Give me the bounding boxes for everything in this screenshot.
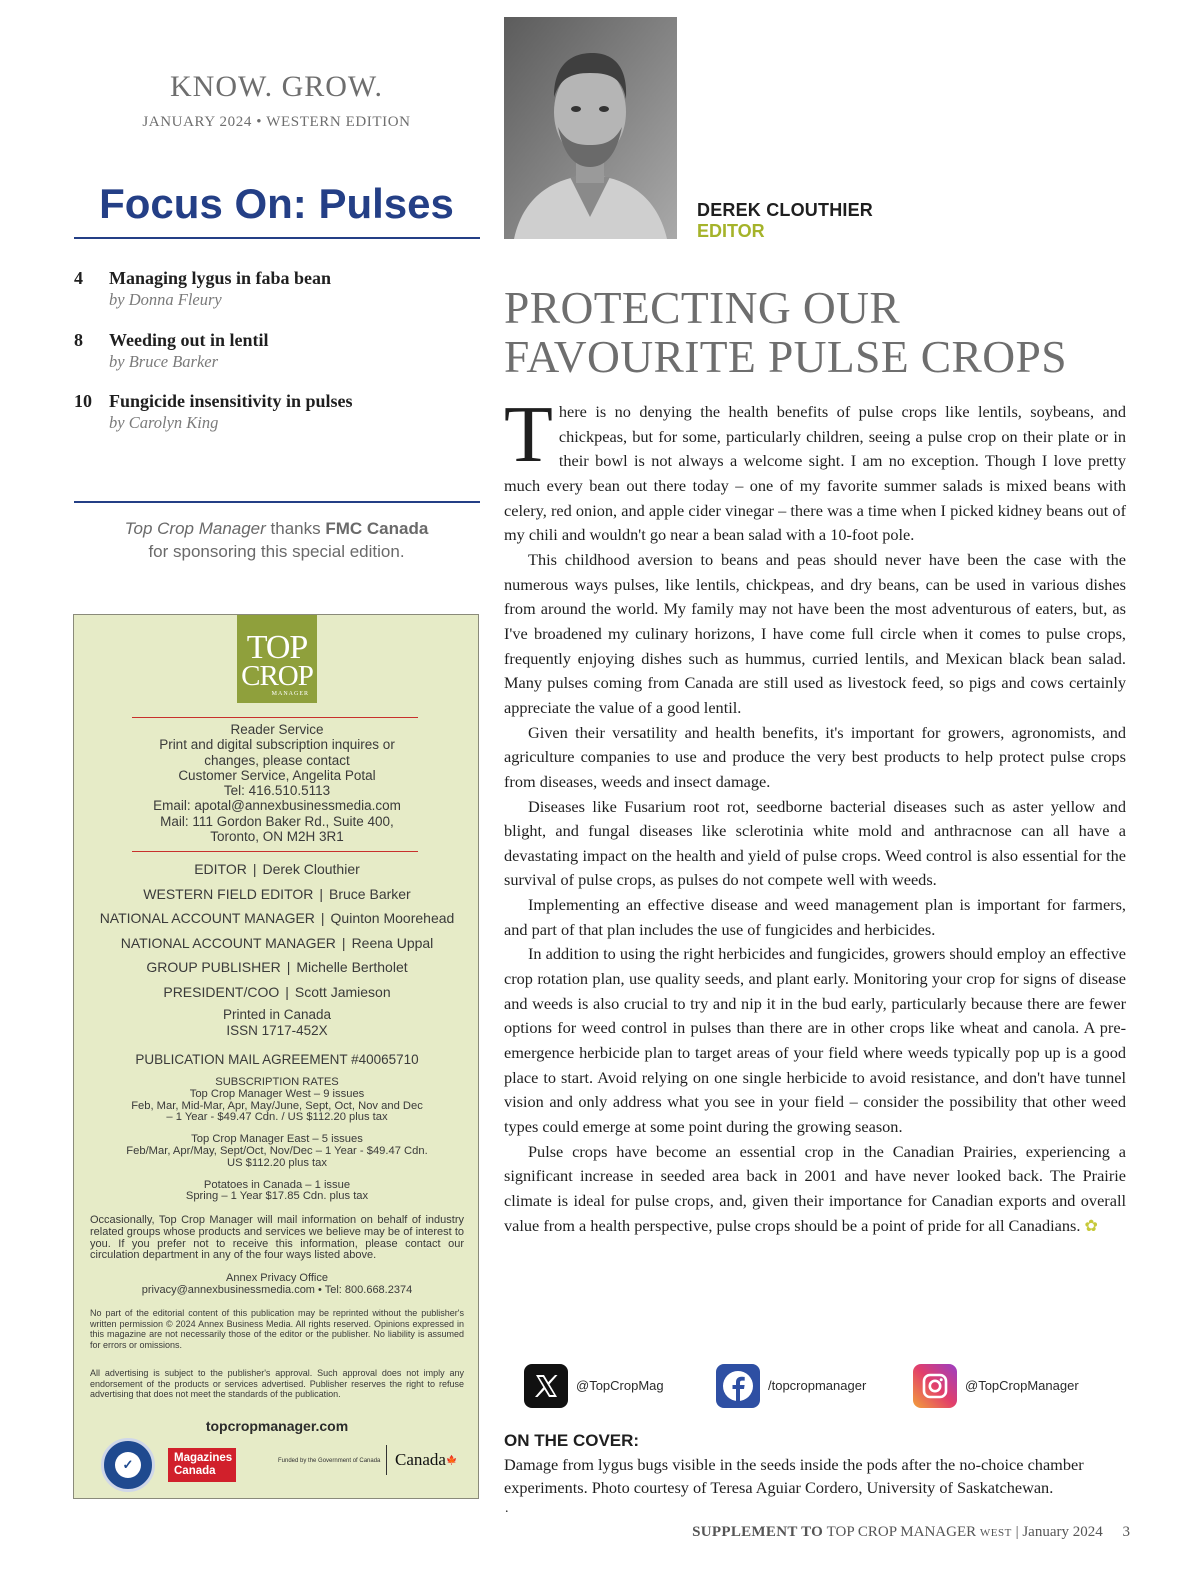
article-headline xyxy=(504,283,1144,381)
toc-article-title: Fungicide insensitivity in pulses xyxy=(109,391,353,411)
logo-line1: TOP xyxy=(246,629,308,666)
facebook-handle: /topcropmanager xyxy=(768,1378,867,1393)
subs-line: – 1 Year - $49.47 Cdn. / US $112.20 plus tax xyxy=(166,1111,388,1124)
privacy-title: Annex Privacy Office xyxy=(226,1272,328,1284)
instagram-icon xyxy=(913,1364,957,1408)
canada-flag-icon: 🍁 xyxy=(445,1455,458,1465)
table-of-contents xyxy=(74,268,479,453)
reader-service xyxy=(74,722,480,844)
staff-row: PRESIDENT/COO | Scott Jamieson xyxy=(163,983,391,1000)
sponsor-thanks xyxy=(74,517,479,563)
reader-service-line: Print and digital subscription inquires or xyxy=(159,737,395,753)
funded-by-text: Funded by the Government of Canada xyxy=(278,1458,381,1464)
reader-service-line: Customer Service, Angelita Potal xyxy=(178,767,376,783)
magazines-canada-logo xyxy=(168,1448,236,1482)
footer-sep: | xyxy=(1015,1524,1019,1540)
staff-list xyxy=(74,857,480,1005)
toc-page-number: 8 xyxy=(74,329,83,350)
editor-name: DEREK CLOUTHIER xyxy=(697,200,874,220)
toc-article-title: Managing lygus in faba bean xyxy=(109,268,332,288)
editor-photo xyxy=(504,17,677,239)
staff-name: Reena Uppal xyxy=(351,934,434,951)
copyright-notice: No part of the editorial content of this publication may be reprinted without the publisher's written permission © 2024 Annex Business Media. All rights reserved. Opinions expressed in this magazine are not necessarily those of the editor or the publisher. No liability is assumed for errors or omissions. xyxy=(90,1308,464,1350)
toc-article-title: Weeding out in lentil xyxy=(109,329,269,350)
mag-canada-line1: Magazines xyxy=(174,1452,233,1464)
thanks-mid: thanks xyxy=(265,519,326,538)
staff-role: WESTERN FIELD EDITOR xyxy=(143,885,314,902)
editor-role: EDITOR xyxy=(697,221,765,241)
headline-line1: PROTECTING OUR xyxy=(504,282,901,333)
staff-name: Scott Jamieson xyxy=(294,983,391,1000)
top-crop-logo xyxy=(237,615,317,703)
subs-line: Spring – 1 Year $17.85 Cdn. plus tax xyxy=(185,1190,369,1203)
facebook-icon xyxy=(716,1364,760,1408)
staff-name: Derek Clouthier xyxy=(262,861,360,877)
masthead-box xyxy=(73,614,479,1499)
toc-item[interactable] xyxy=(74,268,479,330)
staff-row: EDITOR | Derek Clouthier xyxy=(194,861,360,877)
logo-line2: CROP xyxy=(241,660,313,692)
reader-service-email[interactable]: Email: apotal@annexbusinessmedia.com xyxy=(153,798,401,814)
canada-wordmark xyxy=(386,1445,457,1475)
staff-row: WESTERN FIELD EDITOR | Bruce Barker xyxy=(143,885,411,902)
article-paragraph: This childhood aversion to beans and peas should never have been the case with the numerous ways pulses, like lentils, chickpeas, and dry beans, can be used in various dishes from around the world. My family may not have been the most adventurous of eaters, but, as I've broadened my culinary horizons, I have come full circle when it comes to pulse crops, frequently enjoying dishes such as hummus, curried lentils, and Mexican black bean salad. Many pulses coming from Canada are still used as livestock feed, so pigs and cows certainly appreciate the value of a good lentil. xyxy=(504,549,1126,717)
website-link[interactable]: topcropmanager.com xyxy=(205,1418,349,1434)
privacy-office xyxy=(74,1272,480,1296)
subs-line: Top Crop Manager West – 9 issues xyxy=(189,1087,365,1100)
x-icon xyxy=(524,1364,568,1408)
subs-line: Feb/Mar, Apr/May, Sept/Oct, Nov/Dec – 1 Year - $49.47 Cdn. xyxy=(126,1144,428,1157)
privacy-contact[interactable]: privacy@annexbusinessmedia.com • Tel: 800.668.2374 xyxy=(141,1284,413,1296)
page-number: 3 xyxy=(1122,1524,1130,1540)
reader-service-address: Toronto, ON M2H 3R1 xyxy=(210,829,344,845)
staff-role: NATIONAL ACCOUNT MANAGER xyxy=(120,934,336,951)
canada-word: Canada xyxy=(395,1450,446,1469)
thanks-brand: Top Crop Manager xyxy=(124,519,266,538)
article-paragraph: Implementing an effective disease and weed management plan is important for farmers, and part of that plan includes the use of fungicides and herbicides. xyxy=(504,895,1126,939)
thanks-line2: for sponsoring this special edition. xyxy=(148,542,405,561)
staff-name: Bruce Barker xyxy=(329,885,411,902)
article-paragraph xyxy=(504,391,1126,548)
reader-service-line: changes, please contact xyxy=(204,752,350,768)
stray-dot: . xyxy=(505,1501,509,1516)
maple-leaf-icon: ✿ xyxy=(1084,1217,1098,1235)
red-divider xyxy=(132,851,418,852)
toc-item[interactable] xyxy=(74,391,479,453)
paragraph-text: Pulse crops have become an essential crop in the Canadian Prairies, experiencing a significant increase in seeded area back in 2001 and have never looked back. The Prairie climate is ideal for pulse crops, and, given their importance for Canadian exports and overall value from a health perspective, pulse crops should be a point of pride for all Canadians. xyxy=(504,1141,1126,1235)
article-paragraph xyxy=(504,1140,1126,1240)
article-paragraph: Given their versatility and health benefits, it's important for growers, agronomists, and agriculture companies to use and produce the very best products to help protect pulse crops from diseases, weeds and insect damage. xyxy=(504,722,1126,791)
focus-rule xyxy=(74,237,480,239)
masthead-date-edition: JANUARY 2024 • WESTERN EDITION xyxy=(142,114,411,130)
toc-byline: by Carolyn King xyxy=(109,413,219,432)
focus-title: Focus On: Pulses xyxy=(99,180,454,227)
staff-name: Michelle Bertholet xyxy=(296,959,408,976)
footer-region: WEST xyxy=(979,1527,1012,1539)
x-handle: @TopCropMag xyxy=(576,1378,664,1393)
advertising-notice: All advertising is subject to the publisher's approval. Such approval does not imply any endorsement of the products or services advertised. Publisher reserves the right to refuse advertising that does not meet the standards of the publication. xyxy=(90,1368,464,1400)
page-footer xyxy=(660,1524,1130,1541)
subs-line: Potatoes in Canada – 1 issue xyxy=(203,1178,351,1191)
article-body xyxy=(504,391,1126,1239)
staff-role: PRESIDENT/COO xyxy=(163,983,280,1000)
toc-page-number: 10 xyxy=(74,391,92,411)
reader-service-title: Reader Service xyxy=(230,722,324,737)
publication-mail-agreement: PUBLICATION MAIL AGREEMENT #40065710 xyxy=(135,1052,419,1067)
article-paragraph: In addition to using the right herbicides and fungicides, growers should employ an effective crop rotation plan, use quality seeds, and plant early. Monitoring your crop for signs of disease and weeds is also crucial to try and nip it in the bud early, particularly because there are fewer options for weed control in pulses than there are in other crops like wheat and canola. A pre-emergence herbicide plan to target areas of your field where weeds typically pop up is a good place to start. Avoid relying on one single herbicide to avoid resistance, and don't have tunnel vision and only address what you see in your field – consider the possibility that other weed types could emerge at some point during the growing season. xyxy=(504,944,1126,1137)
toc-item[interactable] xyxy=(74,330,479,392)
printed-info xyxy=(74,1007,480,1038)
toc-page-number: 4 xyxy=(74,268,83,288)
reader-service-address: Mail: 111 Gordon Baker Rd., Suite 400, xyxy=(160,813,394,829)
footer-date: January 2024 xyxy=(1022,1524,1103,1540)
red-divider xyxy=(132,717,418,718)
article-paragraph: Diseases like Fusarium root rot, seedborne bacterial diseases such as aster yellow and blight, and fungal diseases like sclerotinia white mold and anthracnose can all have a devastating impact on the health and yield of pulse crops. Weed control is also essential for the survival of pulse crops, as pulses do not compete well with weeds. xyxy=(504,796,1126,890)
reader-service-phone: Tel: 416.510.5113 xyxy=(223,783,331,799)
paragraph-text: here is no denying the health benefits of pulse crops like lentils, soybeans, and chickpeas, but for some, particularly children, seeing a pulse crop on their plate or in their bowl is not always a welcome sight. I am no exception. Though I love pretty much every bean out there today – one of my favorite summer salads is mixed beans with celery, red onion, and apple cider vinegar – there was a time when I picked kidney beans out of my chili and wouldn't go near a bean salad with a 10-foot pole. xyxy=(504,402,1126,545)
staff-row: NATIONAL ACCOUNT MANAGER | Reena Uppal xyxy=(120,934,434,951)
staff-role: GROUP PUBLISHER xyxy=(146,959,281,976)
toc-rule xyxy=(74,501,480,503)
staff-role: EDITOR xyxy=(194,861,247,877)
logo-line3: MANAGER xyxy=(271,691,309,697)
subs-line: Top Crop Manager East – 5 issues xyxy=(191,1133,363,1146)
staff-name: Quinton Moorehead xyxy=(330,910,455,927)
drop-cap: T xyxy=(504,391,553,479)
footer-supplement: SUPPLEMENT TO xyxy=(692,1524,824,1540)
footer-magazine: TOP CROP MANAGER xyxy=(826,1524,977,1540)
thanks-sponsor: FMC Canada xyxy=(325,519,429,538)
cover-heading: ON THE COVER: xyxy=(504,1431,640,1450)
mag-canada-line2: Canada xyxy=(174,1464,216,1477)
staff-row: GROUP PUBLISHER | Michelle Bertholet xyxy=(146,959,408,976)
circulation-seal-icon: ✓ xyxy=(101,1438,155,1492)
printed-in: Printed in Canada xyxy=(222,1007,332,1022)
subs-title: SUBSCRIPTION RATES xyxy=(215,1076,339,1088)
subs-line: US $112.20 plus tax xyxy=(227,1156,327,1169)
toc-byline: by Donna Fleury xyxy=(109,290,222,309)
issn: ISSN 1717-452X xyxy=(226,1022,328,1038)
staff-row: NATIONAL ACCOUNT MANAGER | Quinton Moorehead xyxy=(99,910,455,927)
instagram-handle: @TopCropManager xyxy=(965,1378,1079,1393)
toc-byline: by Bruce Barker xyxy=(109,351,219,371)
masthead-title: KNOW. GROW. xyxy=(170,70,383,103)
mailing-notice: Occasionally, Top Crop Manager will mail information on behalf of industry related groups whose products and services we believe may be of interest to you. If you prefer not to receive this information, please contact our circulation department in any of the four ways listed above. xyxy=(90,1214,464,1262)
subscription-rates xyxy=(74,1077,480,1203)
subs-line: Feb, Mar, Mid-Mar, Apr, May/June, Sept, Oct, Nov and Dec xyxy=(131,1099,423,1112)
headline-line2: FAVOURITE PULSE CROPS xyxy=(504,331,1067,382)
staff-role: NATIONAL ACCOUNT MANAGER xyxy=(99,910,315,927)
cover-caption: Damage from lygus bugs visible in the seeds inside the pods after the no-choice chamber experiments. Photo courtesy of Teresa Aguiar Cordero, University of Saskatchewan. xyxy=(504,1455,1084,1497)
